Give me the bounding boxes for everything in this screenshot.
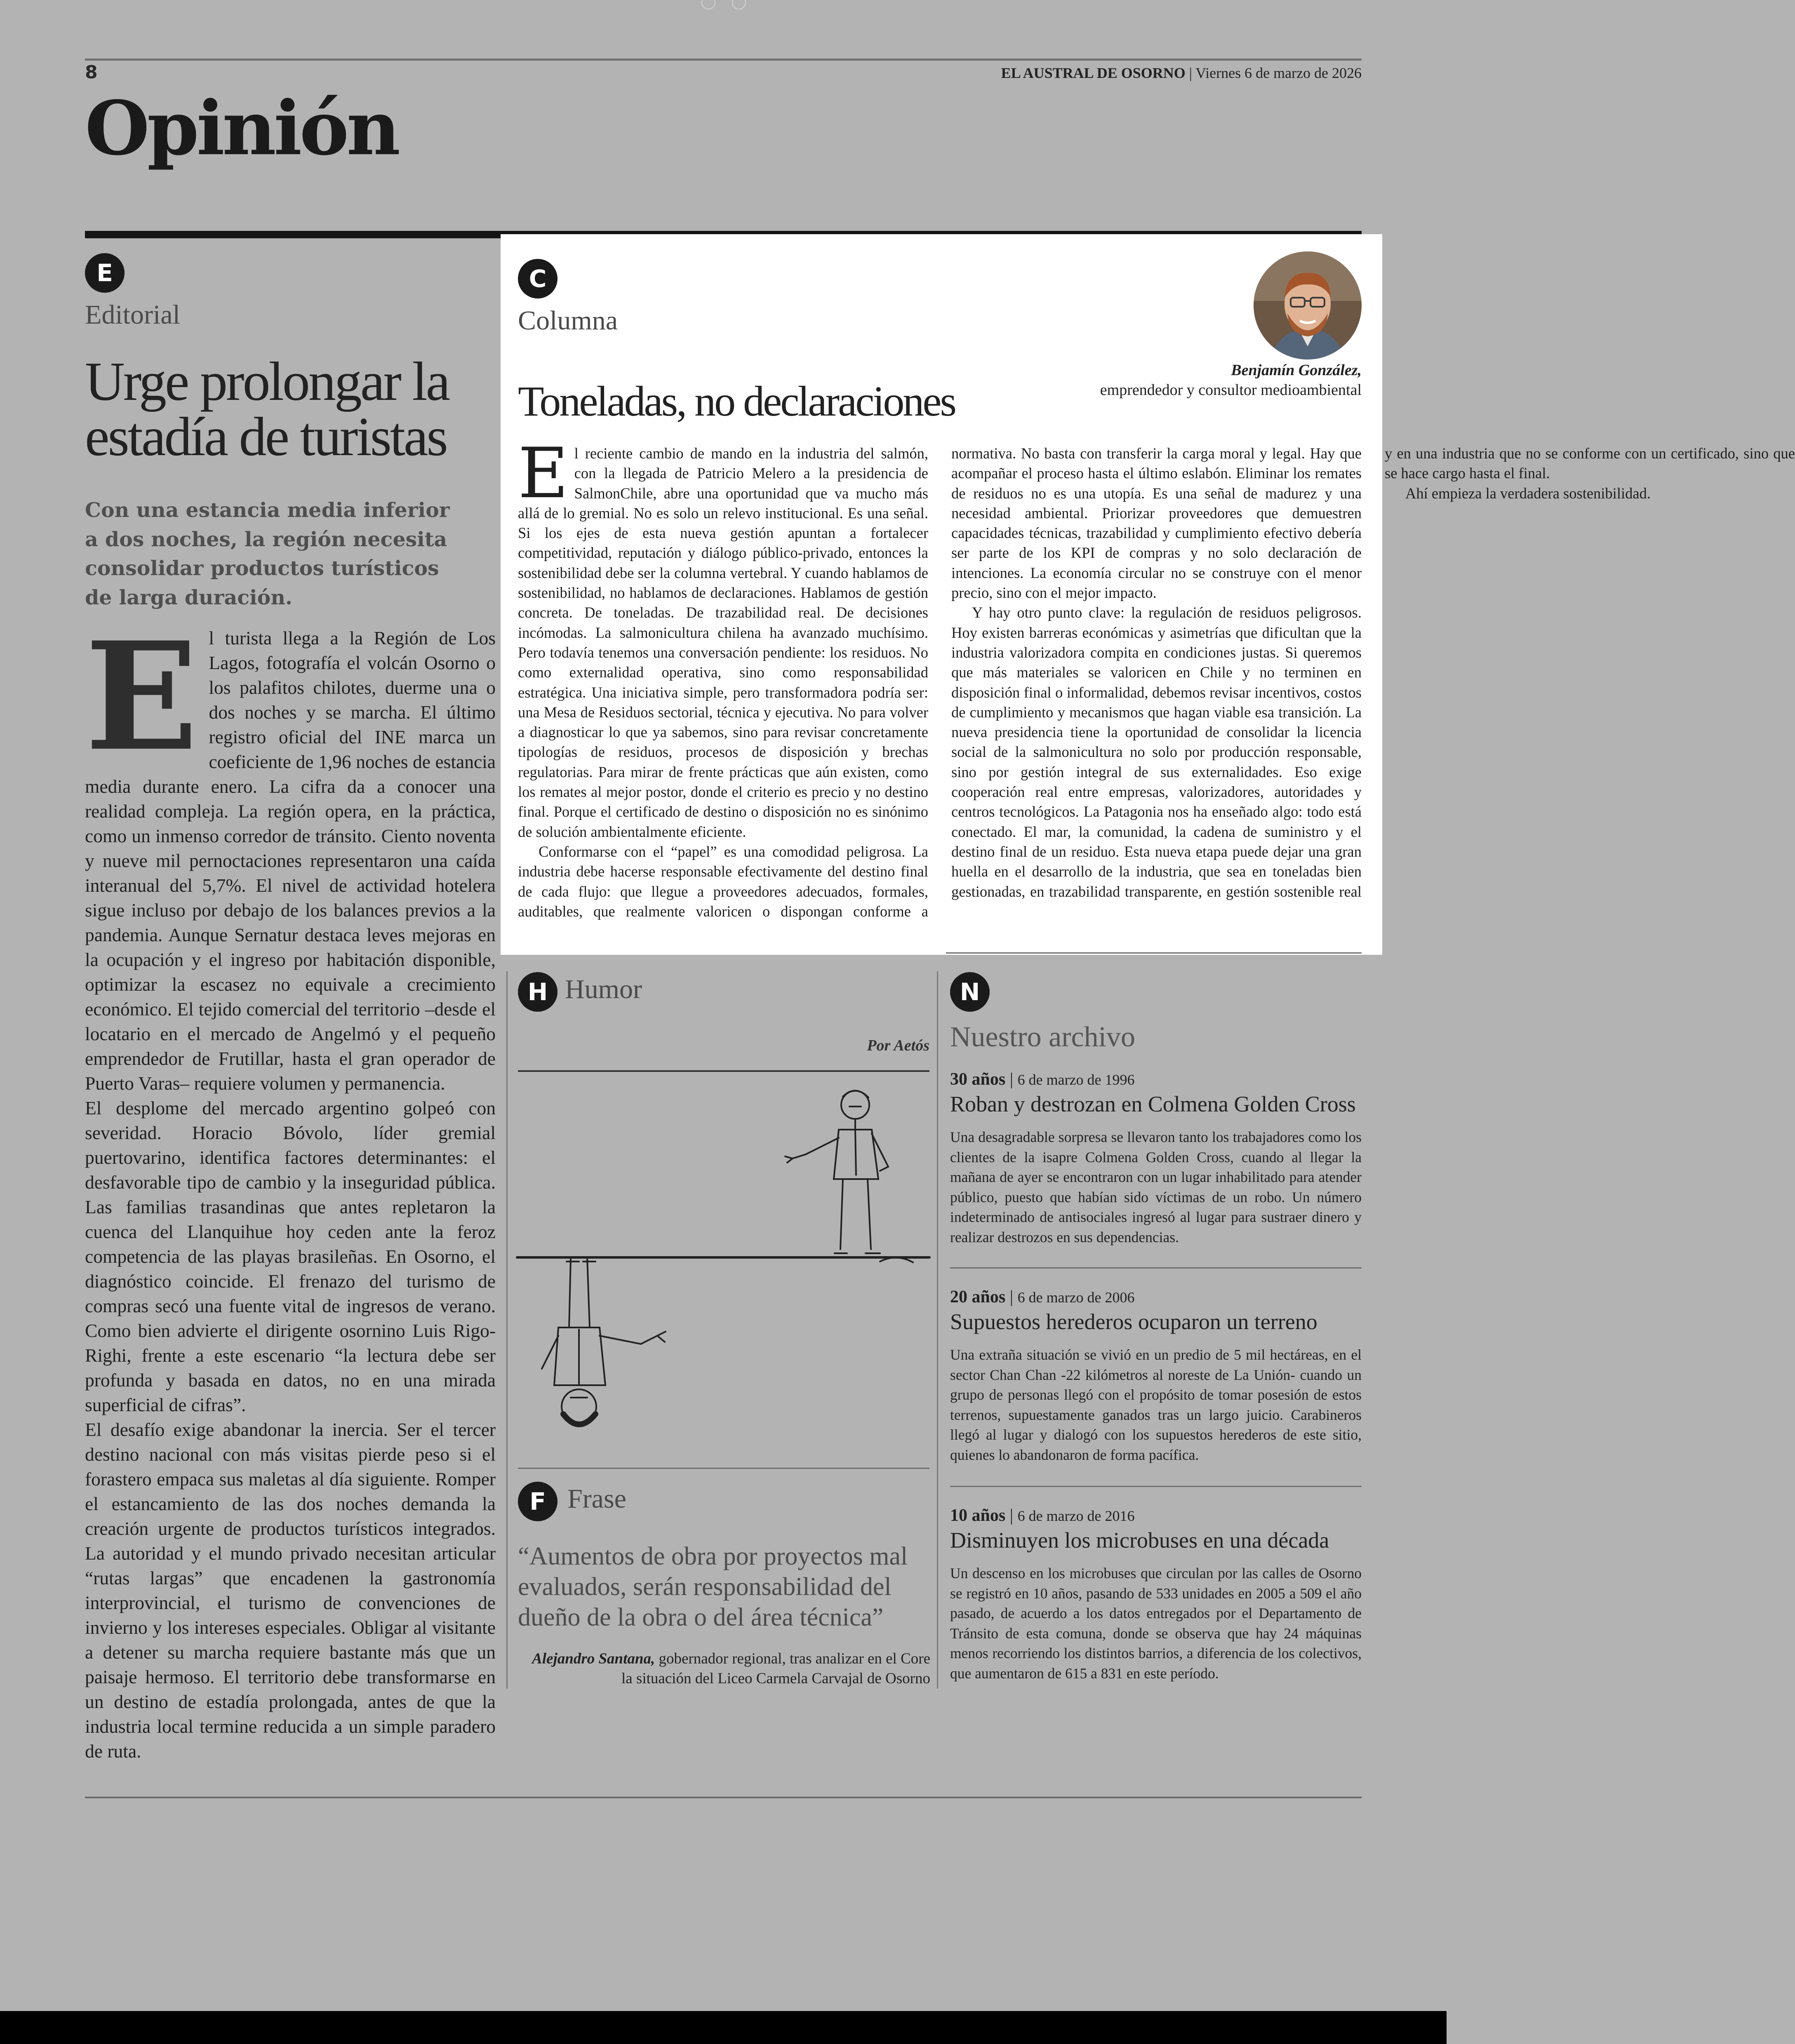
- column-paragraph-3: Y hay otro punto clave: la regulación de residuos peligrosos. Hoy existen barreras económicas y asimetrías que dificultan que la industria valorizadora compita en condiciones justas. Si queremos que más materiales se valoricen en Chile y no terminen en disposición final o informalidad, debemos revisar incentivos, costos de cumplimiento y mecanismos que hagan viable esa transición. La nueva presidencia tiene la oportunidad de consolidar la licencia social de la salmonicultura no solo por producción responsable, sino por gestión integral de sus externalidades. Eso exige cooperación real entre empresas, valorizadores, autoridades y centros tecnológicos. La Patagonia nos ha enseñado algo: todo está conectado. El mar, la comunidad, la cadena de suministro y el destino final de un residuo. Esta nueva etapa puede dejar una gran huella en el desarrollo de la industria, que sea en toneladas bien gestionadas, en trazabilidad transparente, en gestión sostenible real y en una industria que no se conforme con un certificado, sino que se hace cargo hasta el final.: [951, 445, 1795, 900]
- archivo-item-title: Disminuyen los microbuses en una década: [950, 1528, 1329, 1553]
- editorial-headline: Urge prolongar la estadía de turistas: [85, 351, 449, 467]
- archivo-item-3: [950, 1506, 1362, 1683]
- masthead: [1001, 64, 1362, 82]
- archivo-item-date: 6 de marzo de 1996: [1017, 1071, 1135, 1088]
- column-headline: Toneladas, no declaraciones: [518, 378, 955, 425]
- humor-credit: Por Aetós: [867, 1037, 929, 1054]
- frase-quote: “Aumentos de obra por proyectos mal evaluados, serán responsabilidad del dueño de la obra o del área técnica”: [518, 1542, 908, 1631]
- column-paragraph-1-text: l reciente cambio de mando en la industria del salmón, con la llegada de Patricio Melero a la presidencia de SalmonChile, abre una oportunidad que va mucho más allá de lo gremial. No es solo un relevo institucional. Es una señal. Si los ejes de esta nueva gestión apuntan a fortalecer competitividad, reputación y diálogo público-privado, entonces la sostenibilidad debe ser la columna vertebral. Y cuando hablamos de sostenibilidad, no hablamos de declaraciones. Hablamos de gestión concreta. De toneladas. De trazabilidad real. De decisiones incómodas. La salmonicultura chilena ha avanzado muchísimo. Pero todavía tenemos una conversación pendiente: los residuos. No como externalidad operativa, sino como responsabilidad estratégica. Una iniciativa simple, pero transformadora podría ser: una Mesa de Residuos sectorial, técnica y ejecutiva. No para volver a diagnosticar lo que ya sabemos, sino para revisar concretamente tipologías de residuos, procesos de disposición y brechas regulatorias. Para mirar de frente prácticas que aún existen, como los remates al mejor postor, donde el criterio es precio y no destino final. Porque el certificado de destino o disposición no es sinónimo de solución ambientalmente eficiente.: [518, 445, 928, 840]
- newspaper-name: EL AUSTRAL DE OSORNO: [1001, 65, 1186, 81]
- viewer-bottom-bar: [0, 2011, 1447, 2044]
- column-divider-right: [937, 971, 938, 1689]
- frase-attribution-name: Alejandro Santana,: [532, 1650, 655, 1667]
- editorial-paragraph-2: El desplome del mercado argentino golpeó con severidad. Horacio Bóvolo, líder gremial puertovarino, identifica factores determinantes: el desfavorable tipo de cambio y la inseguridad pública. Las familias trasandinas que antes repletaron la cuenca del Llanquihue hoy ceden ante la feroz competencia de las playas brasileñas. En Osorno, el diagnóstico coincide. El frenazo del turismo de compras secó una fuente vital de ingresos de verano. Como bien advierte el dirigente osornino Luis Rigo-Righi, frente a este escenario “la lectura debe ser profunda y basada en datos, no en una mirada superficial de cifras”.: [85, 1097, 496, 1415]
- frase-label: Frase: [567, 1484, 626, 1514]
- viewer-nav-icons: [701, 0, 742, 10]
- humor-cartoon: [517, 1072, 929, 1443]
- editorial-label: Editorial: [85, 300, 180, 330]
- column-paragraph-2: Conformarse con el “papel” es una comodidad peligrosa. La industria debe hacerse responsable efectivamente del destino final de cada flujo: que llegue a proveedores adecuados, formales, auditables, que realmente valoricen o dispongan conforme a normativa. No basta con transferir la carga moral y legal. Hay que acompañar el proceso hasta el último eslabón. Eliminar los remates de residuos no es una utopía. Es una señal de madurez y una necesidad ambiental. Priorizar proveedores que demuestren capacidades técnicas, trazabilidad y cumplimiento efectivo debería ser parte de los KPI de compras y no solo declaración de intenciones. La economía circular no se construye con el menor precio, sino con el mejor impacto.: [518, 445, 1362, 920]
- bottom-rule: [85, 1797, 1362, 1798]
- page-number: 8: [85, 62, 98, 83]
- column-paragraph-1: [518, 433, 928, 842]
- column-paragraph-4: Ahí empieza la verdadera sostenibilidad.: [1405, 484, 1651, 502]
- top-rule: [85, 59, 1362, 61]
- archivo-divider-2: [950, 1486, 1362, 1487]
- column-bottom-rule: [946, 952, 1362, 954]
- column-drop-cap: E: [518, 433, 569, 514]
- archivo-label: Nuestro archivo: [950, 1021, 1136, 1053]
- archivo-item-1: [950, 1069, 1362, 1247]
- archivo-item-2: [950, 1287, 1362, 1465]
- author-role: emprendedor y consultor medioambiental: [1100, 381, 1362, 399]
- archivo-item-years: 10 años | 6 de marzo de 2016: [950, 1506, 1135, 1525]
- archivo-divider-1: [950, 1267, 1362, 1269]
- column-divider-left: [506, 971, 508, 1689]
- archivo-badge: N: [950, 972, 990, 1012]
- editorial-paragraph-1: [85, 609, 496, 1096]
- archivo-item-years: 30 años | 6 de marzo de 1996: [950, 1070, 1135, 1089]
- archivo-years-label: 20 años: [950, 1287, 1006, 1306]
- archivo-item-body: Un descenso en los microbuses que circulan por las calles de Osorno se registró en 10 años, pasando de 533 unidades en 2005 a 509 el año pasado, de acuerdo a los datos entregados por el Departamento de Tránsito de esta comuna, donde se observa que hay 24 máquinas menos recorriendo los distintos barrios, a diferencia de los colectivos, que aumentaron de 615 a 831 en este período.: [950, 1565, 1362, 1682]
- archivo-item-body: Una extraña situación se vivió en un predio de 5 mil hectáreas, en el sector Chan Chan -22 kilómetros al noreste de La Unión- cuando un grupo de personas llegó con el propósito de tomar posesión de estos terrenos, supuestamente ganados tras un largo juicio. Carabineros llegó al lugar y dialogó con los supuestos herederos de este sitio, quienes lo abandonaron de forma pacífica.: [950, 1346, 1362, 1463]
- editorial-drop-cap: E: [85, 609, 198, 784]
- humor-label: Humor: [565, 974, 642, 1004]
- frase-attribution-text: gobernador regional, tras analizar en el Core la situación del Liceo Carmela Carvajal de Osorno: [621, 1650, 930, 1687]
- archivo-item-years: 20 años | 6 de marzo de 2006: [950, 1287, 1135, 1306]
- author-photo: [1254, 251, 1362, 359]
- humor-badge: H: [518, 972, 558, 1012]
- archivo-years-label: 30 años: [950, 1070, 1006, 1089]
- masthead-separator: |: [1185, 65, 1196, 81]
- column-body: [518, 433, 1795, 938]
- frase-badge: F: [518, 1482, 558, 1521]
- author-name: Benjamín González,: [1231, 362, 1362, 379]
- archivo-item-date: 6 de marzo de 2016: [1017, 1508, 1135, 1524]
- column-label: Columna: [518, 305, 618, 336]
- section-title: Opinión: [85, 85, 398, 172]
- archivo-item-title: Supuestos herederos ocuparon un terreno: [950, 1309, 1317, 1334]
- editorial-subheadline: Con una estancia media inferior a dos noches, la región necesita consolidar productos turísticos de larga duración.: [85, 498, 450, 609]
- archivo-years-label: 10 años: [950, 1506, 1006, 1525]
- archivo-item-title: Roban y destrozan en Colmena Golden Cross: [950, 1092, 1356, 1116]
- frase-attribution: [518, 1649, 930, 1689]
- editorial-body: [85, 609, 496, 1764]
- archivo-item-date: 6 de marzo de 2006: [1017, 1289, 1135, 1306]
- humor-bottom-rule: [518, 1468, 929, 1469]
- editorial-paragraph-3: El desafío exige abandonar la inercia. Ser el tercer destino nacional con más visitas pierde peso si el forastero empaca sus maletas al día siguiente. Romper el estancamiento de las dos noches demanda la creación urgente de productos turísticos integrados. La autoridad y el mundo privado necesitan articular “rutas largas” que encadenen la gastronomía interprovincial, el turismo de convenciones de invierno y los intereses especiales. Obligar al visitante a detener su marcha requiere bastante más que un paisaje hermoso. El territorio debe transformarse en un destino de estadía prolongada, antes de que la industria local termine reducida a un simple paradero de ruta.: [85, 1419, 496, 1762]
- editorial-paragraph-1-text: l turista llega a la Región de Los Lagos, fotografía el volcán Osorno o los palafitos chilotes, duerme una o dos noches y se marcha. El último registro oficial del INE marca un coeficiente de 1,96 noches de estancia media durante enero. La cifra da a conocer una realidad compleja. La región opera, en la práctica, como un inmenso corredor de tránsito. Ciento noventa y nueve mil pernoctaciones representaron una caída interanual del 5,7%. El nivel de actividad hotelera sigue incluso por debajo de los balances previos a la pandemia. Aunque Sernatur destaca leves mejoras en la ocupación y el ingreso por habitación disponible, optimizar la escasez no equivale a crecimiento económico. El tejido comercial del territorio –desde el locatario en el mercado de Angelmó y el pequeño emprendedor de Frutillar, hasta el gran operador de Puerto Varas– requiere volumen y permanencia.: [85, 627, 496, 1094]
- issue-date: Viernes 6 de marzo de 2026: [1195, 65, 1362, 81]
- editorial-badge: E: [85, 253, 125, 293]
- archivo-item-body: Una desagradable sorpresa se llevaron tanto los trabajadores como los clientes de la isapre Colmena Golden Cross, cuando al llegar la mañana de ayer se encontraron con un lugar inhabilitado para atender público, puesto que habían sido víctimas de un robo. Un número indeterminado de antisociales ingresó al lugar para sustraer dinero y realizar destrozos en sus dependencias.: [950, 1129, 1362, 1245]
- column-badge: C: [518, 259, 558, 298]
